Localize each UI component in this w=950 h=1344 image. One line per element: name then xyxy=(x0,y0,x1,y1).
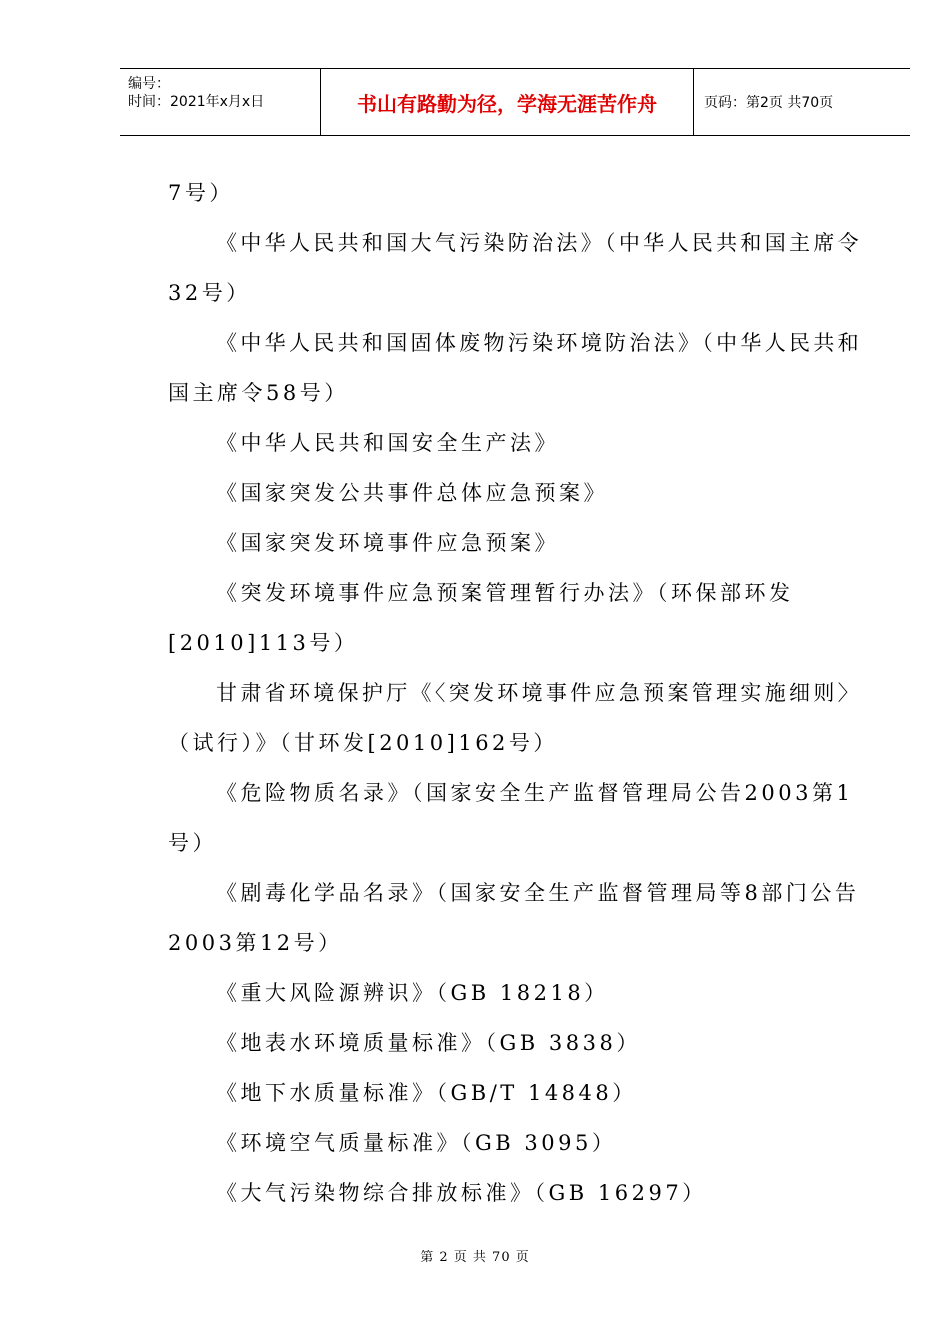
footer-page-number: 第 2 页 共 70 页 xyxy=(420,1250,530,1265)
body-line: 《危险物质名录》（国家安全生产监督管理局公告2003第1 xyxy=(216,781,854,805)
body-line: 《环境空气质量标准》（GB 3095） xyxy=(216,1131,617,1155)
body-line: 《地表水环境质量标准》（GB 3838） xyxy=(216,1031,641,1055)
body-line: 《国家突发环境事件应急预案》 xyxy=(216,531,559,555)
page-footer xyxy=(0,1246,950,1265)
body-line: 2003第12号） xyxy=(168,931,343,955)
header-page-cell xyxy=(694,69,910,135)
body-line: 国主席令58号） xyxy=(168,381,349,405)
header-page-info: 页码：第2页 共70页 xyxy=(704,95,834,111)
body-line: 《国家突发公共事件总体应急预案》 xyxy=(216,481,608,505)
body-line: 号） xyxy=(168,831,217,855)
header-motto: 书山有路勤为径，学海无涯苦作舟 xyxy=(357,91,657,116)
body-line: 《突发环境事件应急预案管理暂行办法》（环保部环发 xyxy=(216,581,794,605)
header-meta-cell xyxy=(120,69,321,135)
body-line: 《地下水质量标准》（GB/T 14848） xyxy=(216,1081,637,1105)
document-number-label: 编号： xyxy=(128,76,170,92)
body-line: 《中华人民共和国固体废物污染环境防治法》（中华人民共和 xyxy=(216,331,862,355)
page-header xyxy=(120,68,910,136)
body-line: 《中华人民共和国安全生产法》 xyxy=(216,431,559,455)
body-line: （试行）》（甘环发[2010]162号） xyxy=(168,731,558,755)
body-line: 32号） xyxy=(168,281,251,305)
body-line: 《重大风险源辨识》（GB 18218） xyxy=(216,981,609,1005)
body-line: 《中华人民共和国大气污染防治法》（中华人民共和国主席令 xyxy=(216,231,862,255)
body-line: 甘肃省环境保护厅《〈突发环境事件应急预案管理实施细则〉 xyxy=(216,681,862,705)
body-line: [2010]113号） xyxy=(168,631,359,655)
body-line: 《大气污染物综合排放标准》（GB 16297） xyxy=(216,1181,707,1205)
body-line: 《剧毒化学品名录》（国家安全生产监督管理局等8部门公告 xyxy=(216,881,860,905)
document-time-label: 时间：2021年x月x日 xyxy=(128,94,265,110)
body-line: 7号） xyxy=(168,181,234,205)
header-motto-cell xyxy=(321,69,694,135)
